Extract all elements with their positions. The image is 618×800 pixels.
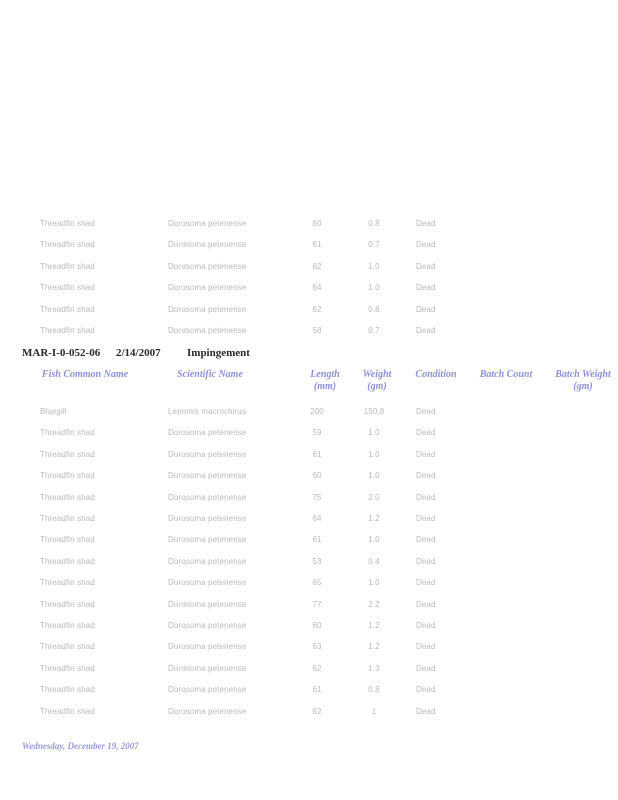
weight-value: 2.0	[368, 492, 380, 502]
weight-value: 1.2	[368, 514, 380, 523]
table-row	[0, 600, 618, 616]
table-row	[0, 450, 618, 466]
fish-common-name: Threadfin shad	[40, 326, 95, 335]
condition-value: Dead	[416, 514, 436, 523]
fish-common-name: Threadfin shad	[40, 449, 95, 459]
fish-common-name: Threadfin shad	[40, 685, 95, 695]
fish-common-name: Threadfin shad	[40, 240, 95, 250]
header-batch-weight: Batch Weight (gm)	[555, 369, 611, 392]
weight-value: 1.0	[368, 471, 380, 481]
fish-common-name: Threadfin shad	[40, 578, 95, 588]
weight-value: 0.8	[368, 219, 380, 228]
length-value: 63	[312, 642, 322, 652]
table-row	[0, 219, 618, 235]
length-value: 77	[312, 599, 322, 609]
length-value: 58	[312, 326, 322, 335]
header-length: Length (mm)	[310, 369, 340, 392]
table-row	[0, 535, 618, 551]
condition-value: Dead	[416, 304, 436, 314]
length-value: 62	[312, 663, 322, 673]
fish-common-name: Threadfin shad	[40, 621, 95, 630]
fish-common-name: Threadfin shad	[40, 219, 95, 228]
table-row	[0, 493, 618, 509]
scientific-name: Dorosoma petenense	[168, 240, 247, 250]
scientific-name: Lepomis macrochirus	[168, 407, 246, 416]
condition-value: Dead	[416, 685, 436, 695]
weight-value: 1.2	[368, 642, 380, 652]
header-condition: Condition	[415, 369, 457, 380]
scientific-name: Dorosoma petenense	[168, 283, 247, 293]
scientific-name: Dorosoma petenense	[168, 578, 247, 588]
length-value: 62	[312, 706, 322, 716]
condition-value: Dead	[416, 706, 436, 716]
table-row	[0, 514, 618, 530]
condition-value: Dead	[416, 492, 436, 502]
length-value: 200	[310, 407, 324, 416]
table-row	[0, 642, 618, 658]
weight-value: 1.0	[368, 578, 380, 588]
weight-value: 2.2	[368, 599, 380, 609]
scientific-name: Dorosoma petenense	[168, 471, 247, 481]
weight-value: 1	[371, 706, 377, 716]
fish-common-name: Threadfin shad	[40, 428, 95, 438]
sample-id: MAR-I-0-052-06	[22, 347, 101, 359]
length-value: 64	[312, 283, 322, 293]
fish-common-name: Threadfin shad	[40, 642, 95, 652]
condition-value: Dead	[416, 578, 436, 588]
weight-value: 1.0	[368, 283, 380, 293]
length-value: 61	[312, 449, 322, 459]
condition-value: Dead	[416, 449, 436, 459]
fish-common-name: Threadfin shad	[40, 304, 95, 314]
weight-value: 0.4	[368, 556, 380, 566]
table-row	[0, 471, 618, 487]
scientific-name: Dorosoma petenense	[168, 556, 247, 566]
weight-value: 0.7	[368, 240, 380, 250]
condition-value: Dead	[416, 219, 436, 228]
scientific-name: Dorosoma petenense	[168, 449, 247, 459]
table-row	[0, 428, 618, 444]
condition-value: Dead	[416, 556, 436, 566]
scientific-name: Dorosoma petenense	[168, 599, 247, 609]
fish-common-name: Bluegill	[40, 407, 67, 416]
scientific-name: Dorosoma petenense	[168, 535, 247, 545]
condition-value: Dead	[416, 428, 436, 438]
scientific-name: Dorosoma petenense	[168, 261, 247, 271]
condition-value: Dead	[416, 642, 436, 652]
header-common-name: Fish Common Name	[41, 369, 129, 380]
length-value: 60	[312, 621, 322, 630]
length-value: 61	[312, 535, 322, 545]
length-value: 64	[312, 514, 322, 523]
table-row	[0, 664, 618, 680]
condition-value: Dead	[416, 599, 436, 609]
condition-value: Dead	[416, 407, 436, 416]
length-value: 59	[312, 428, 322, 438]
condition-value: Dead	[416, 535, 436, 545]
weight-value: 1.3	[368, 663, 380, 673]
length-value: 61	[312, 685, 322, 695]
scientific-name: Dorosoma petenense	[168, 219, 247, 228]
fish-common-name: Threadfin shad	[40, 556, 95, 566]
scientific-name: Dorosoma petenense	[168, 492, 247, 502]
sample-date: 2/14/2007	[116, 347, 161, 359]
weight-value: 0.8	[368, 304, 380, 314]
table-row	[0, 557, 618, 573]
scientific-name: Dorosoma petenense	[168, 706, 247, 716]
weight-value: 150.8	[363, 407, 385, 416]
header-scientific-name: Scientific Name	[177, 369, 243, 380]
fish-common-name: Threadfin shad	[40, 663, 95, 673]
weight-value: 0.7	[368, 326, 380, 335]
table-row	[0, 240, 618, 256]
fish-common-name: Threadfin shad	[40, 514, 95, 523]
condition-value: Dead	[416, 621, 436, 630]
weight-value: 0.8	[368, 685, 380, 695]
table-row	[0, 283, 618, 299]
fish-common-name: Threadfin shad	[40, 535, 95, 545]
fish-common-name: Threadfin shad	[40, 471, 95, 481]
table-row	[0, 262, 618, 278]
length-value: 62	[312, 304, 322, 314]
fish-common-name: Threadfin shad	[40, 261, 95, 271]
weight-value: 1.0	[368, 261, 380, 271]
table-row	[0, 621, 618, 637]
length-value: 61	[312, 240, 322, 250]
scientific-name: Dorosoma petenense	[168, 428, 247, 438]
scientific-name: Dorosoma petenense	[168, 663, 247, 673]
condition-value: Dead	[416, 663, 436, 673]
weight-value: 1.0	[368, 428, 380, 438]
table-row	[0, 707, 618, 723]
sample-type: Impingement	[187, 347, 250, 359]
header-batch-count: Batch Count	[479, 369, 533, 380]
table-row	[0, 305, 618, 321]
length-value: 60	[312, 471, 322, 481]
table-row	[0, 326, 618, 342]
condition-value: Dead	[416, 240, 436, 250]
scientific-name: Dorosoma petenense	[168, 621, 247, 630]
scientific-name: Dorosoma petenense	[168, 514, 247, 523]
fish-common-name: Threadfin shad	[40, 283, 95, 293]
footer-date: Wednesday, December 19, 2007	[22, 741, 139, 751]
scientific-name: Dorosoma petenense	[168, 685, 247, 695]
fish-common-name: Threadfin shad	[40, 599, 95, 609]
table-row	[0, 685, 618, 701]
length-value: 53	[312, 556, 322, 566]
scientific-name: Dorosoma petenense	[168, 642, 247, 652]
condition-value: Dead	[416, 261, 436, 271]
length-value: 75	[312, 492, 322, 502]
fish-common-name: Threadfin shad	[40, 492, 95, 502]
condition-value: Dead	[416, 283, 436, 293]
condition-value: Dead	[416, 471, 436, 481]
header-weight: Weight (gm)	[362, 369, 392, 392]
length-value: 65	[312, 578, 322, 588]
fish-common-name: Threadfin shad	[40, 706, 95, 716]
condition-value: Dead	[416, 326, 436, 335]
scientific-name: Dorosoma petenense	[168, 326, 247, 335]
scientific-name: Dorosoma petenense	[168, 304, 247, 314]
table-row	[0, 578, 618, 594]
table-row	[0, 407, 618, 423]
weight-value: 1.2	[368, 621, 380, 630]
weight-value: 1.0	[368, 449, 380, 459]
weight-value: 1.0	[368, 535, 380, 545]
length-value: 60	[312, 219, 322, 228]
length-value: 62	[312, 261, 322, 271]
